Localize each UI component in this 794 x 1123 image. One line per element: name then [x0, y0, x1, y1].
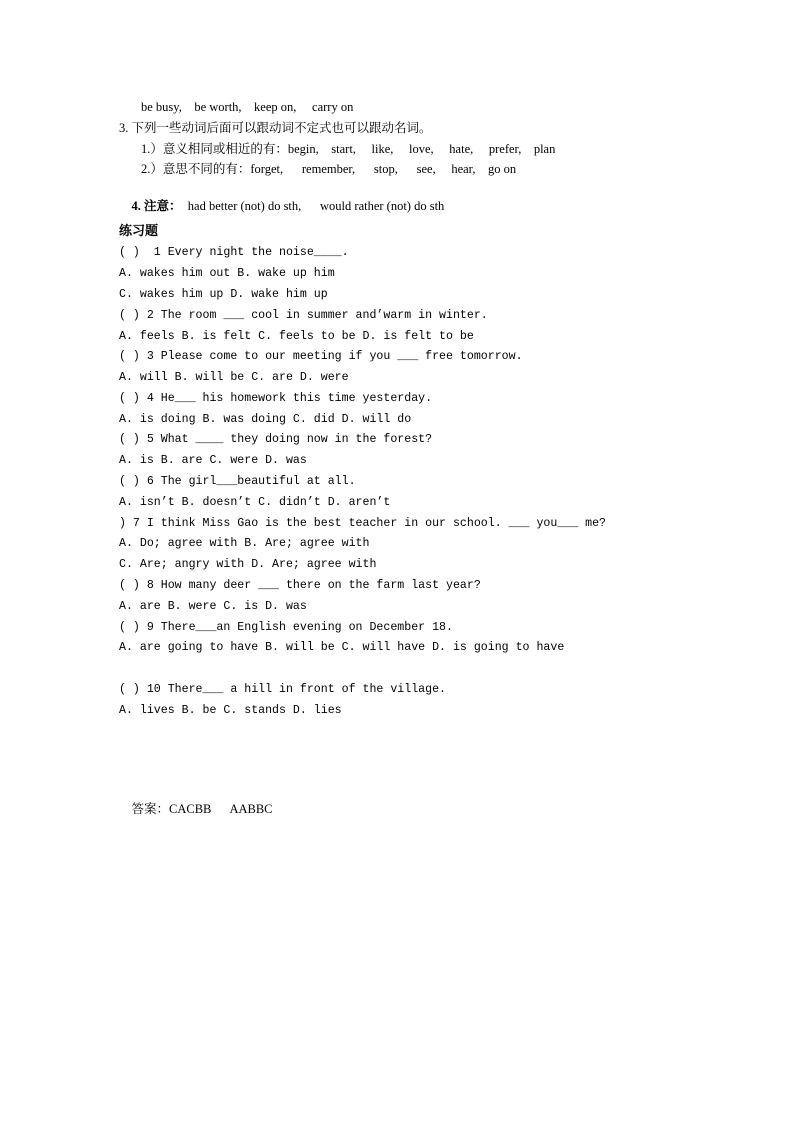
exercise-line: ( ) 3 Please come to our meeting if you ___ free tomorrow.: [119, 350, 523, 363]
exercise-line: ( ) 5 What ____ they doing now in the forest?: [119, 433, 433, 446]
answer-line: [119, 785, 273, 833]
exercise-line: A. are B. were C. is D. was: [119, 600, 307, 613]
phrase-list-line: be busy, be worth, keep on, carry on: [141, 100, 354, 114]
exercise-title: 练习题: [119, 224, 159, 239]
point-3-sub-1: 1.）意义相同或相近的有：begin, start, like, love, hate, prefer, plan: [141, 142, 556, 156]
exercise-line: ( ) 4 He___ his homework this time yesterday.: [119, 392, 433, 405]
exercise-line: ( ) 9 There___an English evening on December 18.: [119, 621, 453, 634]
exercise-line: ( ) 10 There___ a hill in front of the village.: [119, 683, 446, 696]
answer-text: CACBB AABBC: [169, 802, 273, 816]
point-3-heading: 3. 下列一些动词后面可以跟动词不定式也可以跟动名词。: [119, 121, 432, 135]
exercise-line: A. is B. are C. were D. was: [119, 454, 307, 467]
exercise-line: A. are going to have B. will be C. will have D. is going to have: [119, 641, 565, 654]
exercise-line: ( ) 2 The room ___ cool in summer and’warm in winter.: [119, 309, 488, 322]
point-4-text: had better (not) do sth, would rather (not) do sth: [187, 199, 445, 213]
exercise-line: ) 7 I think Miss Gao is the best teacher in our school. ___ you___ me?: [119, 517, 607, 530]
point-4-line: [119, 182, 444, 230]
point-4-label: 4. 注意：: [131, 199, 182, 213]
exercise-line: C. Are; angry with D. Are; agree with: [119, 558, 377, 571]
exercise-line: ( ) 1 Every night the noise____.: [119, 246, 349, 259]
answer-label: 答案：: [131, 802, 170, 816]
exercise-line: C. wakes him up D. wake him up: [119, 288, 328, 301]
exercise-line: A. wakes him out B. wake up him: [119, 267, 335, 280]
exercise-line: A. isn’t B. doesn’t C. didn’t D. aren’t: [119, 496, 391, 509]
point-3-sub-2: 2.）意思不同的有：forget, remember, stop, see, hear, go on: [141, 162, 517, 176]
exercise-line: ( ) 8 How many deer ___ there on the farm last year?: [119, 579, 481, 592]
exercise-line: A. lives B. be C. stands D. lies: [119, 704, 342, 717]
exercise-line: A. will B. will be C. are D. were: [119, 371, 349, 384]
exercise-line: A. feels B. is felt C. feels to be D. is felt to be: [119, 330, 474, 343]
exercise-line: A. is doing B. was doing C. did D. will do: [119, 413, 412, 426]
exercise-line: ( ) 6 The girl___beautiful at all.: [119, 475, 356, 488]
exercise-line: A. Do; agree with B. Are; agree with: [119, 537, 370, 550]
